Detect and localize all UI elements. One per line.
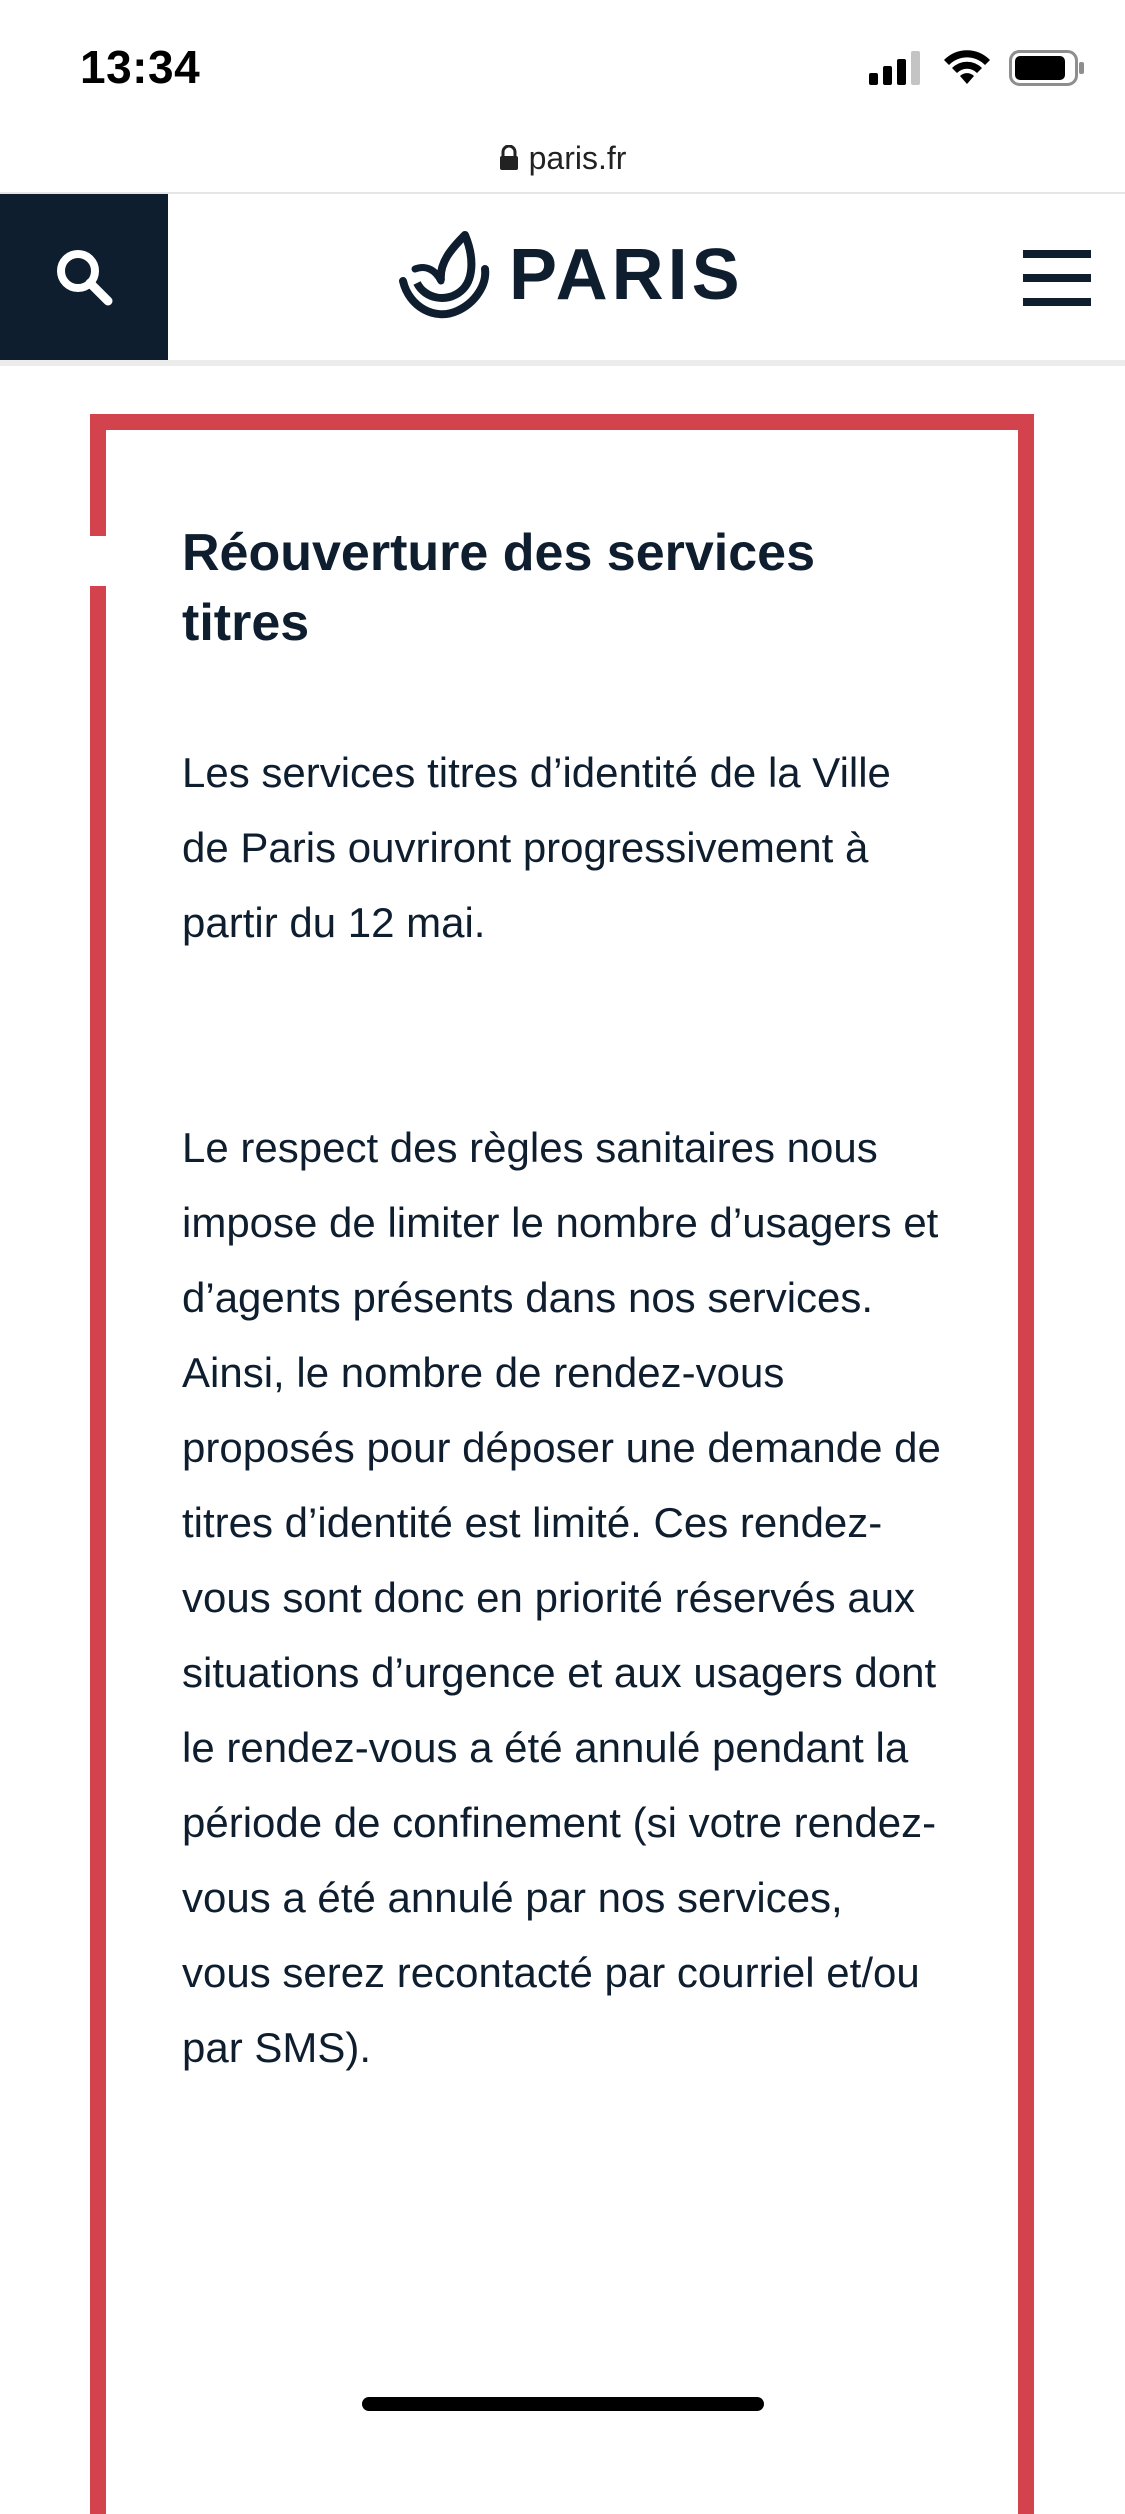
- wifi-icon: [943, 50, 991, 86]
- logo-text: PARIS: [509, 235, 744, 315]
- search-icon: [54, 247, 114, 307]
- header-divider: [0, 360, 1125, 366]
- hamburger-line: [1023, 274, 1091, 282]
- battery-icon: [1009, 50, 1085, 86]
- status-icons: [869, 50, 1085, 86]
- lock-icon: [499, 145, 519, 171]
- alert-paragraph-1: Les services titres d’identité de la Ville de Paris ouvriront progressivement à partir du 12 mai.: [182, 749, 891, 946]
- url-bar[interactable]: [0, 125, 1125, 191]
- hamburger-menu-icon: [1023, 250, 1091, 258]
- alert-title: Réouverture des services titres: [182, 524, 816, 652]
- cellular-signal-icon: [869, 51, 925, 85]
- menu-button[interactable]: [1023, 250, 1093, 306]
- site-header: [0, 194, 1125, 360]
- hamburger-line: [1023, 298, 1091, 306]
- search-button[interactable]: [0, 194, 168, 360]
- paris-logo[interactable]: [395, 229, 744, 321]
- status-time: 13:34: [80, 41, 201, 93]
- home-indicator[interactable]: [362, 2397, 764, 2411]
- alert-border-gap: [90, 536, 106, 586]
- url-text: paris.fr: [528, 139, 627, 176]
- status-bar: [0, 0, 1125, 135]
- paris-ship-logo-icon: [395, 229, 495, 321]
- alert-paragraph-2: Le respect des règles sanitaires nous impose de limiter le nombre d’usagers et d’agents présents dans nos services. Ainsi, le nombre de rendez-vous proposés pour déposer une demande de titres d’identité est limité. Ces rendez-vous sont donc en priorité réservés aux situations d’urgence et aux usagers dont le rendez-vous a été annulé pendant la période de confinement (si votre rendez-vous a été annulé par nos services, vous serez recontacté par courriel et/ou par SMS).: [182, 1124, 941, 2071]
